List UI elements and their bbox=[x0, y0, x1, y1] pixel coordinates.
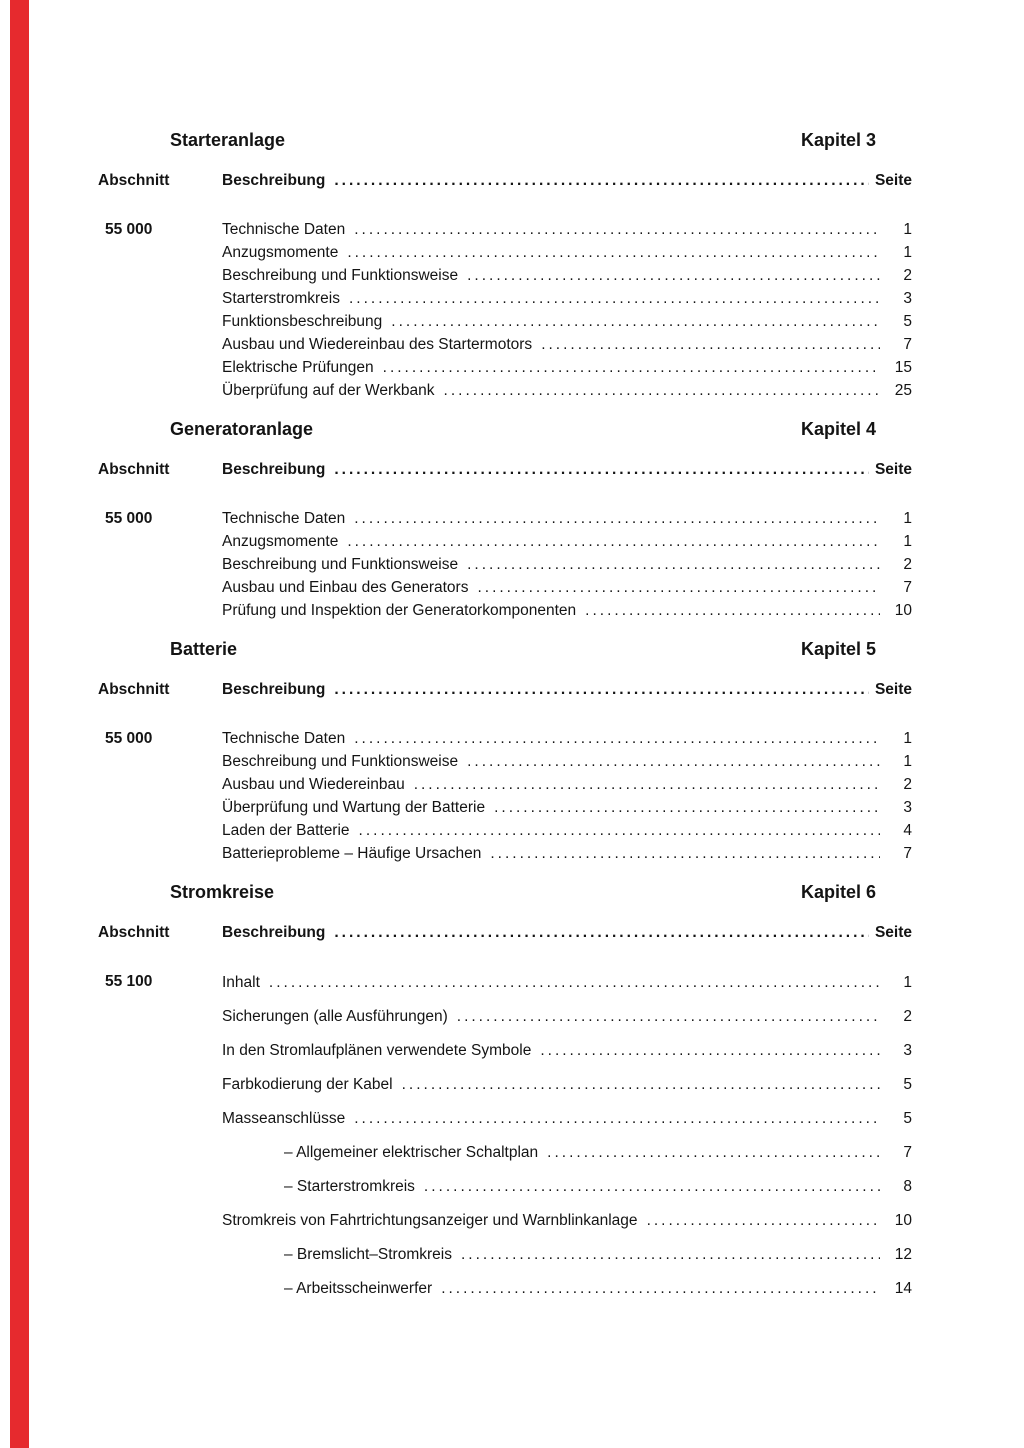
section-number: 55 100 bbox=[105, 973, 153, 990]
entry-page-number: 7 bbox=[903, 579, 912, 596]
entry-list bbox=[222, 507, 912, 622]
entry-page-number: 8 bbox=[903, 1178, 912, 1195]
column-header-beschreibung: Beschreibung bbox=[222, 461, 326, 478]
section-number: 55 000 bbox=[105, 221, 153, 238]
dot-leader bbox=[391, 310, 880, 333]
entry-label: Ausbau und Wiedereinbau des Startermotors bbox=[222, 336, 533, 353]
entry-label: Technische Daten bbox=[222, 221, 346, 238]
dot-leader bbox=[441, 1276, 880, 1302]
section-entries bbox=[98, 507, 912, 622]
toc-row bbox=[222, 1242, 912, 1276]
toc-row bbox=[222, 1004, 912, 1038]
toc-row bbox=[222, 333, 912, 356]
toc-row bbox=[222, 1106, 912, 1140]
section-header bbox=[98, 638, 912, 660]
entry-label: – Starterstromkreis bbox=[284, 1178, 415, 1195]
column-header-seite: Seite bbox=[874, 461, 912, 478]
entry-label: Beschreibung und Funktionsweise bbox=[222, 753, 459, 770]
section-title: Starteranlage bbox=[170, 130, 286, 150]
toc-row bbox=[222, 530, 912, 553]
entry-label: Prüfung und Inspektion der Generatorkomponenten bbox=[222, 602, 577, 619]
entry-label: Anzugsmomente bbox=[222, 533, 339, 550]
section-title: Batterie bbox=[170, 639, 238, 659]
dot-leader bbox=[402, 1072, 880, 1098]
entry-page-number: 1 bbox=[903, 974, 912, 991]
entry-label: Ausbau und Einbau des Generators bbox=[222, 579, 469, 596]
toc-content bbox=[98, 0, 912, 1326]
entry-label: – Arbeitsscheinwerfer bbox=[284, 1280, 433, 1297]
column-header-row bbox=[98, 171, 912, 191]
chapter-label: Kapitel 5 bbox=[800, 639, 876, 659]
chapter-label: Kapitel 4 bbox=[800, 419, 876, 439]
dot-leader bbox=[383, 356, 880, 379]
toc-row bbox=[222, 819, 912, 842]
dot-leader bbox=[414, 773, 880, 796]
dot-leader bbox=[347, 530, 880, 553]
column-header-beschreibung: Beschreibung bbox=[222, 172, 326, 189]
entry-label: Inhalt bbox=[222, 974, 260, 991]
entry-label: Sicherungen (alle Ausführungen) bbox=[222, 1008, 448, 1025]
toc-row bbox=[222, 356, 912, 379]
toc-row bbox=[222, 310, 912, 333]
entry-page-number: 2 bbox=[903, 1008, 912, 1025]
toc-row bbox=[222, 1140, 912, 1174]
column-header-abschnitt: Abschnitt bbox=[98, 681, 170, 698]
toc-row bbox=[222, 576, 912, 599]
red-spine bbox=[10, 0, 29, 1448]
dot-leader bbox=[354, 727, 880, 750]
entry-label: Anzugsmomente bbox=[222, 244, 339, 261]
dot-leader bbox=[349, 287, 880, 310]
entry-list bbox=[222, 727, 912, 865]
entry-label: – Allgemeiner elektrischer Schaltplan bbox=[284, 1144, 539, 1161]
column-header-seite: Seite bbox=[874, 924, 912, 941]
entry-label: Technische Daten bbox=[222, 730, 346, 747]
entry-page-number: 1 bbox=[903, 753, 912, 770]
entry-label: – Bremslicht–Stromkreis bbox=[284, 1246, 452, 1263]
dot-leader bbox=[334, 923, 869, 943]
entry-page-number: 4 bbox=[903, 822, 912, 839]
entry-page-number: 10 bbox=[894, 602, 912, 619]
section-header bbox=[98, 418, 912, 440]
dot-leader bbox=[490, 842, 880, 865]
entry-page-number: 3 bbox=[903, 1042, 912, 1059]
entry-label: Überprüfung und Wartung der Batterie bbox=[222, 799, 486, 816]
entry-label: Laden der Batterie bbox=[222, 822, 350, 839]
toc-section bbox=[98, 638, 912, 865]
toc-row bbox=[222, 1276, 912, 1310]
entry-page-number: 12 bbox=[894, 1246, 912, 1263]
entry-page-number: 3 bbox=[903, 290, 912, 307]
section-title: Generatoranlage bbox=[170, 419, 314, 439]
entry-page-number: 1 bbox=[903, 533, 912, 550]
toc-section bbox=[98, 129, 912, 402]
entry-label: Funktionsbeschreibung bbox=[222, 313, 383, 330]
entry-page-number: 5 bbox=[903, 313, 912, 330]
entry-label: Beschreibung und Funktionsweise bbox=[222, 556, 459, 573]
toc-row bbox=[222, 727, 912, 750]
entry-label: In den Stromlaufplänen verwendete Symbole bbox=[222, 1042, 532, 1059]
toc-row bbox=[222, 1072, 912, 1106]
section-entries bbox=[98, 218, 912, 402]
entry-label: Farbkodierung der Kabel bbox=[222, 1076, 393, 1093]
toc-row bbox=[222, 796, 912, 819]
section-number: 55 000 bbox=[105, 510, 153, 527]
toc-row bbox=[222, 218, 912, 241]
entry-label: Beschreibung und Funktionsweise bbox=[222, 267, 459, 284]
column-header-row bbox=[98, 460, 912, 480]
dot-leader bbox=[467, 553, 880, 576]
dot-leader bbox=[334, 460, 869, 480]
section-title: Stromkreise bbox=[170, 882, 275, 902]
toc-row bbox=[222, 599, 912, 622]
entry-label: Technische Daten bbox=[222, 510, 346, 527]
entry-page-number: 7 bbox=[903, 1144, 912, 1161]
toc-section bbox=[98, 881, 912, 1310]
toc-row bbox=[222, 750, 912, 773]
dot-leader bbox=[359, 819, 880, 842]
dot-leader bbox=[269, 970, 880, 996]
dot-leader bbox=[585, 599, 880, 622]
section-entries bbox=[98, 727, 912, 865]
toc-row bbox=[222, 553, 912, 576]
entry-page-number: 5 bbox=[903, 1110, 912, 1127]
dot-leader bbox=[444, 379, 880, 402]
column-header-seite: Seite bbox=[874, 681, 912, 698]
dot-leader bbox=[334, 171, 869, 191]
entry-page-number: 7 bbox=[903, 845, 912, 862]
column-header-beschreibung: Beschreibung bbox=[222, 681, 326, 698]
column-header-seite: Seite bbox=[874, 172, 912, 189]
toc-row bbox=[222, 507, 912, 530]
dot-leader bbox=[477, 576, 880, 599]
dot-leader bbox=[457, 1004, 880, 1030]
entry-list bbox=[222, 970, 912, 1310]
entry-page-number: 2 bbox=[903, 556, 912, 573]
entry-page-number: 14 bbox=[894, 1280, 912, 1297]
column-header-abschnitt: Abschnitt bbox=[98, 924, 170, 941]
entry-page-number: 15 bbox=[894, 359, 912, 376]
toc-section bbox=[98, 418, 912, 622]
section-number: 55 000 bbox=[105, 730, 153, 747]
column-header-row bbox=[98, 680, 912, 700]
dot-leader bbox=[354, 218, 880, 241]
toc-sections bbox=[98, 129, 912, 1310]
dot-leader bbox=[494, 796, 880, 819]
entry-page-number: 1 bbox=[903, 244, 912, 261]
toc-row bbox=[222, 970, 912, 1004]
entry-label: Starterstromkreis bbox=[222, 290, 340, 307]
entry-page-number: 25 bbox=[894, 382, 912, 399]
toc-row bbox=[222, 287, 912, 310]
entry-list bbox=[222, 218, 912, 402]
dot-leader bbox=[541, 333, 880, 356]
toc-row bbox=[222, 241, 912, 264]
dot-leader bbox=[461, 1242, 880, 1268]
dot-leader bbox=[540, 1038, 880, 1064]
entry-page-number: 7 bbox=[903, 336, 912, 353]
column-header-abschnitt: Abschnitt bbox=[98, 172, 170, 189]
dot-leader bbox=[347, 241, 880, 264]
entry-label: Masseanschlüsse bbox=[222, 1110, 346, 1127]
section-entries bbox=[98, 970, 912, 1310]
dot-leader bbox=[354, 507, 880, 530]
column-header-abschnitt: Abschnitt bbox=[98, 461, 170, 478]
entry-page-number: 1 bbox=[903, 730, 912, 747]
dot-leader bbox=[547, 1140, 880, 1166]
entry-label: Batterieprobleme – Häufige Ursachen bbox=[222, 845, 482, 862]
dot-leader bbox=[334, 680, 869, 700]
section-header bbox=[98, 129, 912, 151]
entry-page-number: 2 bbox=[903, 776, 912, 793]
entry-page-number: 2 bbox=[903, 267, 912, 284]
toc-row bbox=[222, 264, 912, 287]
toc-row bbox=[222, 1038, 912, 1072]
dot-leader bbox=[647, 1208, 880, 1234]
column-header-row bbox=[98, 923, 912, 943]
entry-page-number: 3 bbox=[903, 799, 912, 816]
entry-label: Überprüfung auf der Werkbank bbox=[222, 382, 435, 399]
entry-label: Ausbau und Wiedereinbau bbox=[222, 776, 405, 793]
toc-row bbox=[222, 1174, 912, 1208]
dot-leader bbox=[467, 264, 880, 287]
chapter-label: Kapitel 6 bbox=[800, 882, 876, 902]
entry-label: Elektrische Prüfungen bbox=[222, 359, 374, 376]
dot-leader bbox=[354, 1106, 880, 1132]
section-header bbox=[98, 881, 912, 903]
chapter-label: Kapitel 3 bbox=[800, 130, 876, 150]
toc-row bbox=[222, 379, 912, 402]
entry-page-number: 1 bbox=[903, 510, 912, 527]
entry-page-number: 10 bbox=[894, 1212, 912, 1229]
entry-page-number: 1 bbox=[903, 221, 912, 238]
column-header-beschreibung: Beschreibung bbox=[222, 924, 326, 941]
toc-row bbox=[222, 773, 912, 796]
dot-leader bbox=[424, 1174, 880, 1200]
dot-leader bbox=[467, 750, 880, 773]
toc-row bbox=[222, 842, 912, 865]
entry-label: Stromkreis von Fahrtrichtungsanzeiger und Warnblinkanlage bbox=[222, 1212, 638, 1229]
entry-page-number: 5 bbox=[903, 1076, 912, 1093]
toc-row bbox=[222, 1208, 912, 1242]
